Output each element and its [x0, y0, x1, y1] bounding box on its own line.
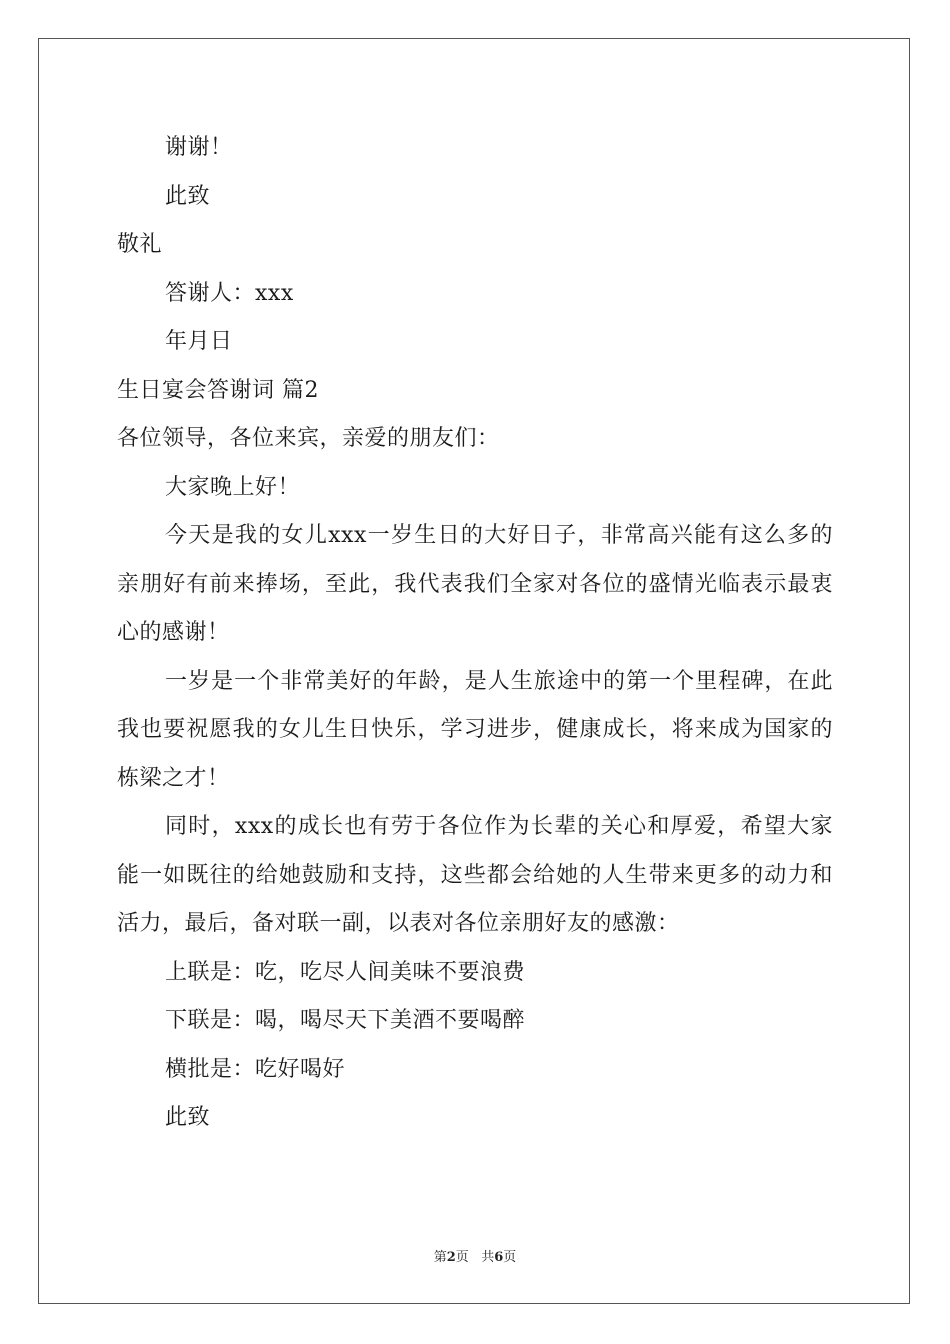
text-line: 此致: [165, 183, 211, 209]
total-pages: 6: [494, 1250, 504, 1265]
couplet-lower: 下联是：喝，喝尽天下美酒不要喝醉: [165, 1008, 526, 1033]
paragraph: 一岁是一个非常美好的年龄，是人生旅途中的第一个里程碑，在此我也要祝愿我的女儿生日快乐，学习进步，健康成长，将来成为国家的栋梁之才！: [117, 668, 833, 791]
document-body: [117, 124, 833, 1143]
total-prefix: 共: [481, 1250, 495, 1265]
paragraph: 今天是我的女儿xxx一岁生日的大好日子，非常高兴能有这么多的亲朋好有前来捧场，至此，我代表我们全家对各位的盛情光临表示最衷心的感谢！: [117, 523, 833, 645]
page-number: 2: [446, 1250, 456, 1265]
greeting: 大家晚上好！: [165, 474, 301, 500]
section-title: 生日宴会答谢词 篇2: [117, 377, 319, 403]
closing: 此致: [165, 1105, 211, 1130]
paragraph: 同时，xxx的成长也有劳于各位作为长辈的关心和厚爱，希望大家能一如既往的给她鼓励和支持，这些都会给她的人生带来更多的动力和活力，最后，备对联一副，以表对各位亲朋好友的感激：: [117, 814, 833, 936]
text-line: 答谢人：xxx: [165, 280, 294, 306]
page-prefix: 第: [433, 1250, 447, 1265]
couplet-upper: 上联是：吃，吃尽人间美味不要浪费: [165, 959, 526, 985]
text-line: 敬礼: [117, 232, 163, 257]
page-suffix: 页: [455, 1250, 469, 1265]
total-suffix: 页: [503, 1250, 517, 1265]
text-line: 谢谢！: [165, 135, 233, 160]
text-line: 年月日: [165, 329, 233, 354]
couplet-banner: 横批是：吃好喝好: [165, 1056, 346, 1082]
salutation: 各位领导，各位来宾，亲爱的朋友们：: [117, 426, 500, 451]
page-footer: [0, 1246, 950, 1265]
